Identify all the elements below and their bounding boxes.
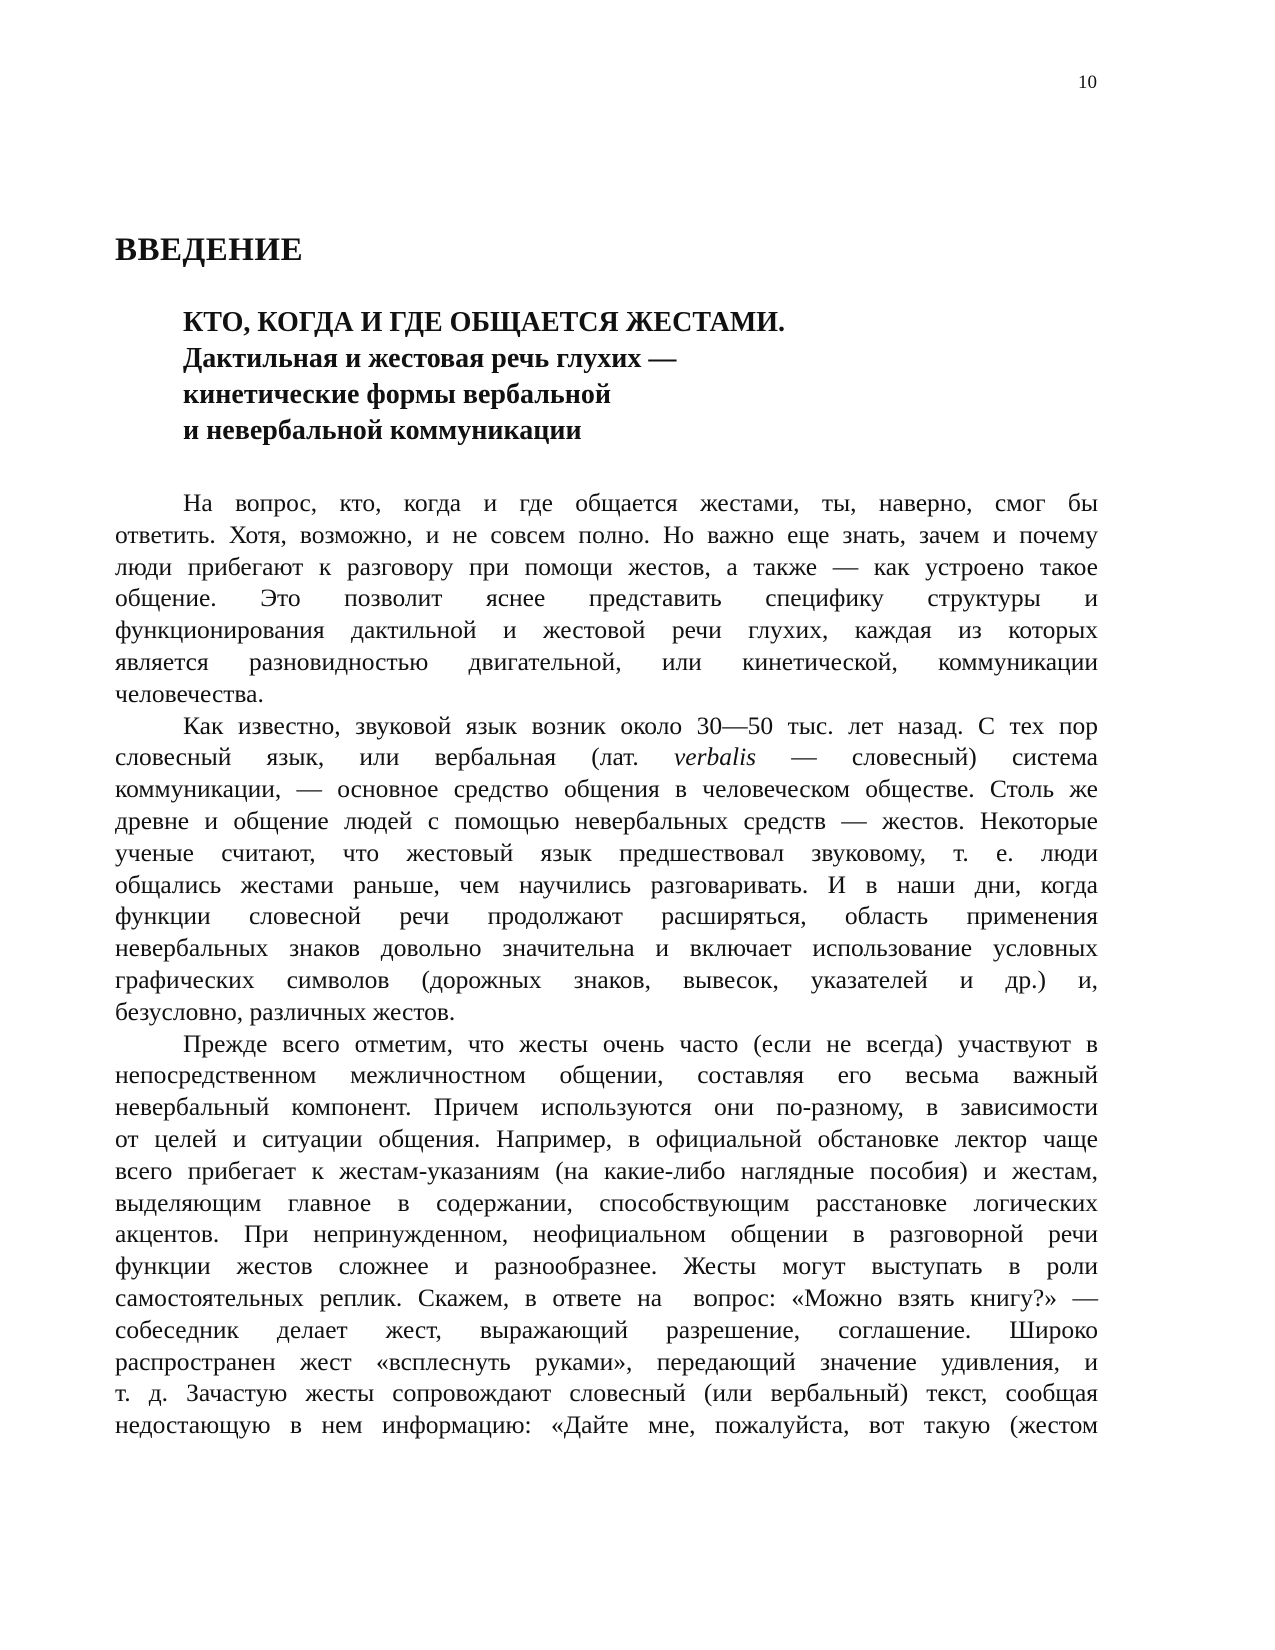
text-line	[115, 932, 1098, 964]
text-segment: самостоятельных реплик. Скажем, в ответе на вопрос: «Можно взять книгу?» —	[115, 1282, 1098, 1312]
text-segment: всего прибегает к жестам-указаниям (на какие-либо наглядные пособия) и жестам,	[115, 1155, 1098, 1185]
text-line	[115, 1123, 1098, 1155]
text-line	[115, 1377, 1098, 1409]
text-segment: люди прибегают к разговору при помощи жестов, а также — как устроено такое	[115, 551, 1098, 581]
text-segment: т. д. Зачастую жесты сопровождают словесный (или вербальный) текст, сообщая	[115, 1378, 1098, 1408]
text-segment: функции жестов сложнее и разнообразнее. Жесты могут выступать в роли	[115, 1251, 1098, 1281]
text-line	[115, 1028, 1098, 1060]
body-text	[115, 487, 1098, 1441]
text-line	[115, 519, 1098, 551]
text-line	[115, 741, 1098, 773]
text-line	[115, 964, 1098, 996]
text-segment: акцентов. При непринужденном, неофициальном общении в разговорной речи	[115, 1219, 1098, 1249]
text-line	[115, 1314, 1098, 1346]
text-line	[115, 1187, 1098, 1219]
text-segment: является разновидностью двигательной, или кинетической, коммуникации	[115, 646, 1098, 676]
text-segment: словесный язык, или вербальная (лат.	[115, 742, 674, 772]
page-number: 10	[1078, 72, 1097, 93]
text-line	[115, 805, 1098, 837]
text-segment: от целей и ситуации общения. Например, в официальной обстановке лектор чаще	[115, 1123, 1098, 1153]
subheading-line: КТО, КОГДА И ГДЕ ОБЩАЕТСЯ ЖЕСТАМИ.	[183, 307, 786, 338]
text-line	[115, 900, 1098, 932]
text-segment: коммуникации, — основное средство общения в человеческом обществе. Столь же	[115, 774, 1098, 804]
text-segment: выделяющим главное в содержании, способствующим расстановке логических	[115, 1187, 1098, 1217]
subheading-line: и невербальной коммуникации	[183, 415, 582, 446]
italic-term: verbalis	[673, 742, 757, 772]
text-segment: Прежде всего отметим, что жесты очень часто (если не всегда) участвуют в	[183, 1028, 1098, 1058]
text-segment: невербальный компонент. Причем используются они по-разному, в зависимости	[115, 1092, 1098, 1122]
text-line	[115, 869, 1098, 901]
text-line	[115, 710, 1098, 742]
text-line	[115, 837, 1098, 869]
text-segment: общались жестами раньше, чем научились разговаривать. И в наши дни, когда	[115, 869, 1098, 899]
text-line	[115, 646, 1098, 678]
text-line	[115, 1155, 1098, 1187]
text-line	[115, 1218, 1098, 1250]
section-subheading	[183, 305, 785, 449]
text-line	[115, 996, 1098, 1028]
text-segment: распространен жест «всплеснуть руками», передающий значение удивления, и	[115, 1346, 1098, 1376]
text-line	[115, 1059, 1098, 1091]
text-segment: общение. Это позволит яснее представить специфику структуры и	[115, 583, 1098, 613]
text-line	[115, 551, 1098, 583]
subheading-line: кинетические формы вербальной	[183, 379, 611, 410]
text-segment: функции словесной речи продолжают расширяться, область применения	[115, 901, 1098, 931]
text-segment: недостающую в нем информацию: «Дайте мне, пожалуйста, вот такую (жестом	[115, 1410, 1098, 1440]
text-segment: графических символов (дорожных знаков, вывесок, указателей и др.) и,	[115, 964, 1098, 994]
text-segment: — словесный) система	[756, 742, 1098, 772]
text-segment: функционирования дактильной и жестовой речи глухих, каждая из которых	[115, 615, 1098, 645]
text-line	[115, 1091, 1098, 1123]
text-segment: человечества.	[115, 678, 264, 708]
text-segment: Как известно, звуковой язык возник около 30—50 тыс. лет назад. С тех пор	[183, 710, 1098, 740]
chapter-heading: ВВЕДЕНИЕ	[115, 232, 304, 268]
text-line	[115, 1346, 1098, 1378]
text-line	[115, 1250, 1098, 1282]
subheading-line: Дактильная и жестовая речь глухих —	[183, 343, 677, 374]
text-segment: На вопрос, кто, когда и где общается жестами, ты, наверно, смог бы	[183, 488, 1098, 517]
text-segment: собеседник делает жест, выражающий разрешение, соглашение. Широко	[115, 1314, 1098, 1344]
text-line	[115, 1409, 1098, 1441]
text-segment: ответить. Хотя, возможно, и не совсем полно. Но важно еще знать, зачем и почему	[115, 519, 1098, 549]
text-line	[115, 582, 1098, 614]
text-segment: древне и общение людей с помощью невербальных средств — жестов. Некоторые	[115, 805, 1098, 835]
text-line	[115, 614, 1098, 646]
text-segment: непосредственном межличностном общении, составляя его весьма важный	[115, 1060, 1098, 1090]
text-line	[115, 678, 1098, 710]
text-segment: безусловно, различных жестов.	[115, 996, 456, 1026]
text-line	[115, 773, 1098, 805]
text-line	[115, 487, 1098, 519]
text-segment: невербальных знаков довольно значительна и включает использование условных	[115, 933, 1098, 963]
text-line	[115, 1282, 1098, 1314]
text-segment: ученые считают, что жестовый язык предшествовал звуковому, т. е. люди	[115, 837, 1098, 867]
